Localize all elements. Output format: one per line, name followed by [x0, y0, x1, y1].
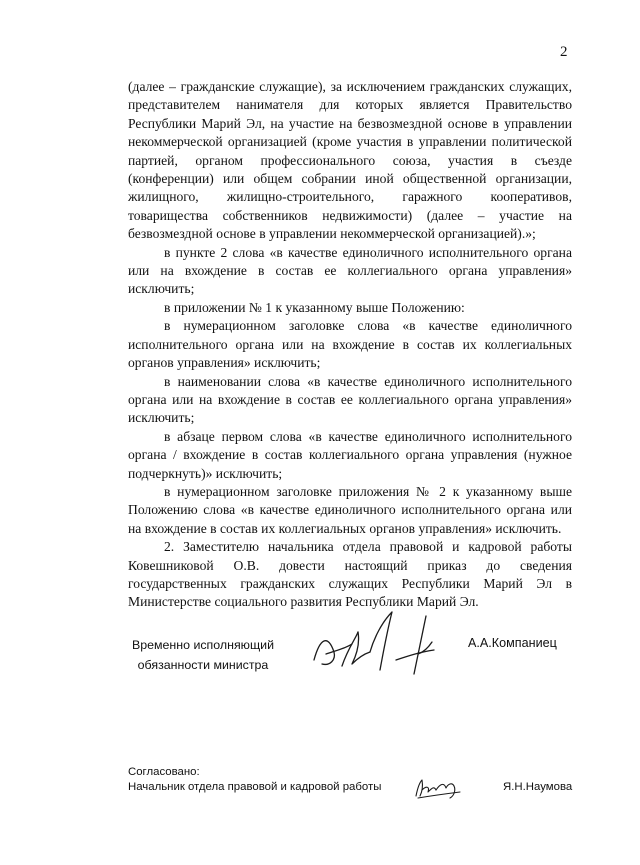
paragraph: в нумерационном заголовке слова «в качестве единоличного исполнительного органа или на вхождение в состав их коллегиальных органов управления» исключить;	[128, 318, 572, 371]
page-number: 2	[560, 44, 568, 60]
signatory-title-line: Временно исполняющий	[131, 638, 275, 652]
approval-position: Начальник отдела правовой и кадровой работы	[128, 781, 382, 793]
document-body	[128, 78, 572, 612]
paragraph: 2. Заместителю начальника отдела правовой и кадровой работы Ковешниковой О.В. довести настоящий приказ до сведения государственных гражданских служащих Республики Марий Эл в Министерстве социального развития Республики Марий Эл.	[128, 539, 572, 610]
signatory-title-line: обязанности министра	[137, 658, 269, 672]
paragraph: в приложении № 1 к указанному выше Положению:	[164, 299, 465, 315]
paragraph: в пункте 2 слова «в качестве единоличного исполнительного органа или на вхождение в состав ее коллегиального органа управления» исключить;	[128, 244, 572, 297]
signatory-title	[128, 635, 278, 675]
signatory-name: А.А.Компаниец	[468, 636, 557, 650]
minister-handwritten-signature	[308, 608, 454, 678]
paragraph: в наименовании слова «в качестве единоличного исполнительного органа или на вхождение в состав ее коллегиального органа управления» исключить;	[128, 373, 572, 426]
approval-label: Согласовано:	[128, 766, 200, 778]
approver-handwritten-signature	[414, 776, 462, 800]
approver-name: Я.Н.Наумова	[503, 781, 573, 793]
paragraph: в абзаце первом слова «в качестве единоличного исполнительного органа / вхождение в состав коллегиального органа управления (нужное подчеркнуть)» исключить;	[128, 428, 572, 481]
paragraph: в нумерационном заголовке приложения № 2 к указанному выше Положению слова «в качестве единоличного исполнительного органа или на вхождение в состав их коллегиальных органов управления» исключить.	[128, 483, 572, 536]
paragraph: (далее – гражданские служащие), за исключением гражданских служащих, представителем нанимателя для которых является Правительство Республики Марий Эл, на участие на безвозмездной основе в управлении некоммерческой организацией (кроме участия в управлении политической партией, органом профессионального союза, участия в съезде (конференции) или общем собрании иной общественной организации, жилищного, жилищно-строительного, гаражного кооперативов, товарищества собственников недвижимости) (далее – участие на безвозмездной основе в управлении некоммерческой организацией).»;	[128, 79, 572, 242]
